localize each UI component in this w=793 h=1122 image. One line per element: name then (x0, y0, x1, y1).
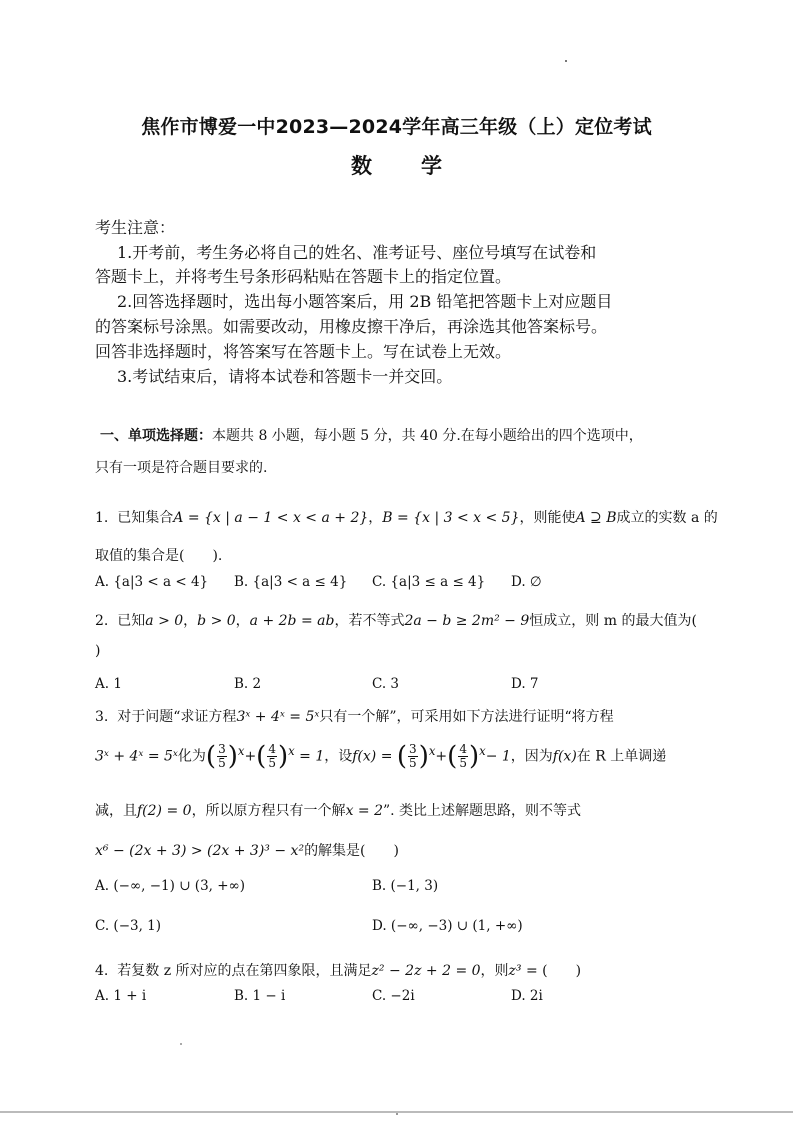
question-3-option-c[interactable]: C. (−3, 1) (95, 918, 162, 934)
question-1-option-b[interactable]: B. {a|3 < a ≤ 4} (234, 574, 348, 590)
left-paren: ( (396, 741, 408, 772)
scan-dot (565, 60, 567, 62)
section-1-label: 一、单项选择题： (100, 428, 212, 444)
scan-dot (396, 1113, 398, 1115)
exponent: x (479, 743, 486, 758)
question-3-line-2 (95, 743, 666, 770)
scan-dot (180, 1043, 182, 1045)
question-4-option-d[interactable]: D. 2i (511, 988, 543, 1004)
equals-one: = 1 (299, 748, 325, 765)
equation-power-sum: 3ˣ + 4ˣ = 5ˣ (236, 709, 320, 725)
right-paren: ) (277, 741, 289, 772)
question-4-text-1: 若复数 z 所对应的点在第四象限，且满足 (117, 963, 372, 979)
question-3-text-10: 的解集是( ) (304, 843, 399, 859)
section-1-header (100, 425, 643, 445)
inequality-formula: 2a − b ≥ 2m² − 9 (404, 613, 530, 629)
question-2-option-d[interactable]: D. 7 (511, 676, 539, 692)
question-1-text-2: ，则能使 (519, 510, 576, 526)
question-3-text-2: 只有一个解”，可采用如下方法进行证明“将方程 (319, 709, 614, 725)
question-3-text-1: 对于问题“求证方程 (117, 709, 237, 725)
question-1-line-2: 取值的集合是( ). (95, 548, 223, 564)
left-paren: ( (447, 741, 458, 772)
denominator: 5 (459, 756, 467, 770)
subject-title: 数 学 (351, 154, 456, 178)
fraction-4-5 (458, 743, 468, 770)
z-cubed-expression: z³ = (508, 963, 538, 979)
question-1-line-1 (95, 507, 718, 527)
condition-b-positive: b > 0 (197, 613, 236, 629)
question-3-text-5: ，因为 (510, 748, 553, 765)
notice-line-3: 3.考试结束后，请将本试卷和答题卡一并交回。 (117, 367, 453, 386)
question-4-text-2: ，则 (480, 963, 509, 979)
left-paren: ( (256, 741, 267, 772)
right-paren: ) (418, 741, 429, 772)
set-a-formula: A = {x | a − 1 < x < a + 2} (173, 510, 369, 526)
question-3-option-d[interactable]: D. (−∞, −3) ∪ (1, +∞) (372, 918, 523, 934)
question-2-line-2: ) (95, 643, 101, 659)
equation-power-sum: 3ˣ + 4ˣ = 5ˣ (95, 748, 178, 765)
fraction-4-5 (267, 743, 277, 770)
numerator: 4 (268, 742, 276, 756)
question-4-line-1 (95, 960, 581, 980)
right-paren: ) (227, 741, 238, 772)
question-4-number: 4. (95, 963, 109, 979)
condition-a-positive: a > 0 (145, 613, 184, 629)
question-2-option-a[interactable]: A. 1 (95, 676, 122, 692)
minus-one: − 1 (485, 748, 511, 765)
question-1-option-a[interactable]: A. {a|3 < a < 4} (95, 574, 209, 590)
question-2-text-2: ，若不等式 (334, 613, 405, 629)
question-4-option-a[interactable]: A. 1 + i (95, 988, 147, 1004)
question-2-option-b[interactable]: B. 2 (234, 676, 262, 692)
question-2-text-3: 恒成立，则 m 的最大值为( (529, 613, 697, 629)
set-b-formula: B = {x | 3 < x < 5} (382, 510, 520, 526)
question-3-text-6: 在 R 上单调递 (576, 748, 667, 765)
question-3-number: 3. (95, 709, 109, 725)
complex-equation: z² − 2z + 2 = 0 (371, 963, 481, 979)
question-1-option-d[interactable]: D. ∅ (511, 574, 542, 590)
plus-sign: + (435, 748, 448, 765)
separator: ， (368, 510, 383, 526)
notice-line-2a: 2.回答选择题时，选出每小题答案后，用 2B 铅笔把答题卡上对应题目 (117, 292, 613, 311)
function-value: f(2) = 0 (137, 803, 192, 819)
notice-line-1a: 1.开考前，考生务必将自己的姓名、准考证号、座位号填写在试卷和 (117, 243, 597, 262)
notice-line-1b: 答题卡上，并将考生号条形码粘贴在答题卡上的指定位置。 (95, 267, 512, 286)
question-3-text-8: ，所以原方程只有一个解 (191, 803, 346, 819)
question-3-text-9: ”. 类比上述解题思路，则不等式 (383, 803, 582, 819)
exponent: x (428, 743, 436, 758)
question-2-number: 2. (95, 613, 109, 629)
question-3-line-1 (95, 706, 614, 726)
denominator: 5 (268, 756, 276, 770)
function-name: f(x) (552, 748, 577, 765)
exponent: x (288, 743, 295, 758)
question-2-option-c[interactable]: C. 3 (372, 676, 400, 692)
left-paren: ( (205, 741, 217, 772)
function-definition: f(x) = (352, 748, 393, 765)
question-1-option-c[interactable]: C. {a|3 ≤ a ≤ 4} (372, 574, 486, 590)
exponent: x (237, 743, 245, 758)
notice-line-2c: 回答非选择题时，将答案写在答题卡上。写在试卷上无效。 (95, 342, 512, 361)
inequality-formula: x⁶ − (2x + 3) > (2x + 3)³ − x² (95, 843, 305, 859)
numerator: 3 (409, 742, 417, 756)
numerator: 3 (218, 742, 226, 756)
right-paren: ) (468, 741, 480, 772)
numerator: 4 (459, 742, 467, 756)
question-3-text-7: 减，且 (95, 803, 137, 819)
question-1-text-1: 已知集合 (117, 510, 174, 526)
answer-blank: ( ) (542, 963, 582, 979)
denominator: 5 (218, 756, 226, 770)
fraction-3-5 (217, 743, 227, 770)
condition-equation: a + 2b = ab (249, 613, 335, 629)
separator: ， (183, 613, 198, 629)
question-3-text-3: 化为 (177, 748, 206, 765)
question-1-number: 1. (95, 510, 109, 526)
question-3-option-a[interactable]: A. (−∞, −1) ∪ (3, +∞) (95, 878, 246, 894)
question-4-option-b[interactable]: B. 1 − i (234, 988, 286, 1004)
section-1-text-a: 本题共 8 小题，每小题 5 分，共 40 分.在每小题给出的四个选项中， (212, 428, 643, 444)
separator: ， (235, 613, 250, 629)
denominator: 5 (409, 756, 417, 770)
question-2-text-1: 已知 (117, 613, 146, 629)
question-3-option-b[interactable]: B. (−1, 3) (372, 878, 439, 894)
notice-line-2b: 的答案标号涂黑。如需要改动，用橡皮擦干净后，再涂选其他答案标号。 (95, 317, 608, 336)
question-2-line-1 (95, 610, 697, 630)
question-3-line-4 (95, 840, 399, 860)
question-4-option-c[interactable]: C. −2i (372, 988, 415, 1004)
question-3-text-4: ，设 (324, 748, 353, 765)
solution-value: x = 2 (345, 803, 383, 819)
exam-title: 焦作市博爱一中2023—2024学年高三年级（上）定位考试 (141, 116, 652, 138)
subset-condition: A ⊇ B (575, 510, 617, 526)
plus-sign: + (244, 748, 257, 765)
question-1-text-3: 成立的实数 a 的 (616, 510, 718, 526)
fraction-3-5 (408, 743, 418, 770)
section-1-text-b: 只有一项是符合题目要求的. (95, 460, 268, 476)
notice-heading: 考生注意： (95, 218, 176, 237)
question-3-line-3 (95, 800, 581, 820)
